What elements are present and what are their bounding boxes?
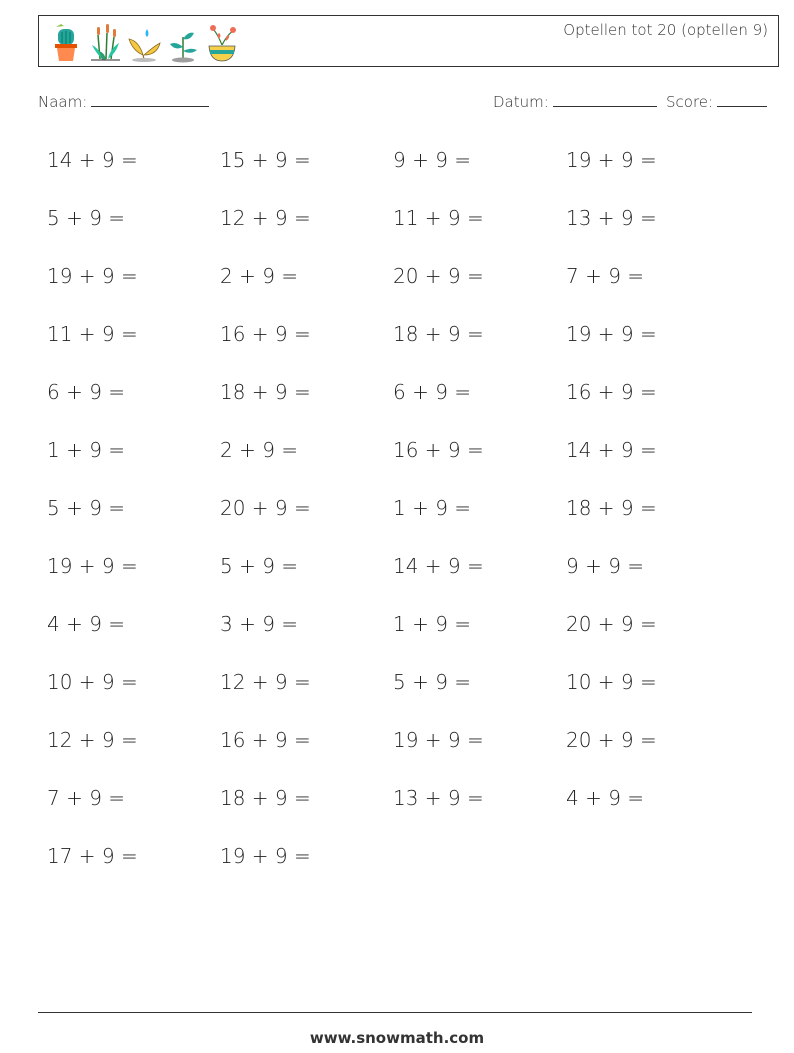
problem-item: 12 + 9 = (220, 670, 311, 694)
problem-item: 16 + 9 = (220, 728, 311, 752)
footer-divider (38, 1012, 752, 1013)
problem-item: 18 + 9 = (220, 380, 311, 404)
worksheet-header (38, 15, 779, 67)
problem-item: 14 + 9 = (393, 554, 484, 578)
problem-item: 20 + 9 = (566, 612, 657, 636)
problem-item: 13 + 9 = (393, 786, 484, 810)
reeds-plant-icon (86, 21, 124, 63)
date-field[interactable] (493, 93, 657, 111)
problem-item: 6 + 9 = (393, 380, 472, 404)
problem-item: 12 + 9 = (220, 206, 311, 230)
name-blank-line[interactable] (91, 94, 209, 107)
problem-item: 15 + 9 = (220, 148, 311, 172)
problem-item: 19 + 9 = (393, 728, 484, 752)
problem-item: 2 + 9 = (220, 264, 299, 288)
problem-item: 5 + 9 = (47, 496, 126, 520)
problem-item: 20 + 9 = (393, 264, 484, 288)
problem-item: 1 + 9 = (47, 438, 126, 462)
problem-item: 18 + 9 = (220, 786, 311, 810)
problem-item: 4 + 9 = (47, 612, 126, 636)
name-label: Naam: (38, 93, 88, 111)
problem-item: 19 + 9 = (220, 844, 311, 868)
problem-item: 20 + 9 = (566, 728, 657, 752)
problem-item: 18 + 9 = (393, 322, 484, 346)
problem-item: 4 + 9 = (566, 786, 645, 810)
problem-item: 13 + 9 = (566, 206, 657, 230)
problem-item: 19 + 9 = (47, 264, 138, 288)
cactus-pot-icon (47, 21, 85, 63)
problem-item: 9 + 9 = (393, 148, 472, 172)
problem-item: 12 + 9 = (47, 728, 138, 752)
problem-item: 14 + 9 = (566, 438, 657, 462)
problem-item: 10 + 9 = (47, 670, 138, 694)
problem-item: 11 + 9 = (47, 322, 138, 346)
problem-item: 10 + 9 = (566, 670, 657, 694)
problem-item: 20 + 9 = (220, 496, 311, 520)
seedling-drop-icon (125, 21, 163, 63)
worksheet-title: Optellen tot 20 (optellen 9) (563, 21, 768, 39)
problem-item: 11 + 9 = (393, 206, 484, 230)
problem-item: 16 + 9 = (220, 322, 311, 346)
problem-item: 14 + 9 = (47, 148, 138, 172)
score-field[interactable] (666, 93, 767, 111)
problem-item: 9 + 9 = (566, 554, 645, 578)
problem-item: 19 + 9 = (47, 554, 138, 578)
problem-item: 5 + 9 = (393, 670, 472, 694)
score-label: Score: (666, 93, 714, 111)
problem-item: 7 + 9 = (47, 786, 126, 810)
problem-item: 3 + 9 = (220, 612, 299, 636)
name-field[interactable] (38, 93, 209, 111)
hanging-flower-pot-icon (203, 21, 241, 63)
problem-item: 19 + 9 = (566, 148, 657, 172)
problem-item: 2 + 9 = (220, 438, 299, 462)
date-label: Datum: (493, 93, 549, 111)
problem-item: 18 + 9 = (566, 496, 657, 520)
problem-item: 1 + 9 = (393, 612, 472, 636)
problem-item: 5 + 9 = (47, 206, 126, 230)
problem-item: 16 + 9 = (393, 438, 484, 462)
problem-item: 7 + 9 = (566, 264, 645, 288)
problem-item: 16 + 9 = (566, 380, 657, 404)
problem-item: 1 + 9 = (393, 496, 472, 520)
footer-website: www.snowmath.com (309, 1029, 485, 1047)
problem-item: 5 + 9 = (220, 554, 299, 578)
problem-item: 6 + 9 = (47, 380, 126, 404)
score-blank-line[interactable] (717, 94, 767, 107)
problem-item: 19 + 9 = (566, 322, 657, 346)
sprout-plant-icon (164, 21, 202, 63)
problem-item: 17 + 9 = (47, 844, 138, 868)
date-blank-line[interactable] (553, 94, 657, 107)
plant-icon-row (47, 20, 242, 64)
